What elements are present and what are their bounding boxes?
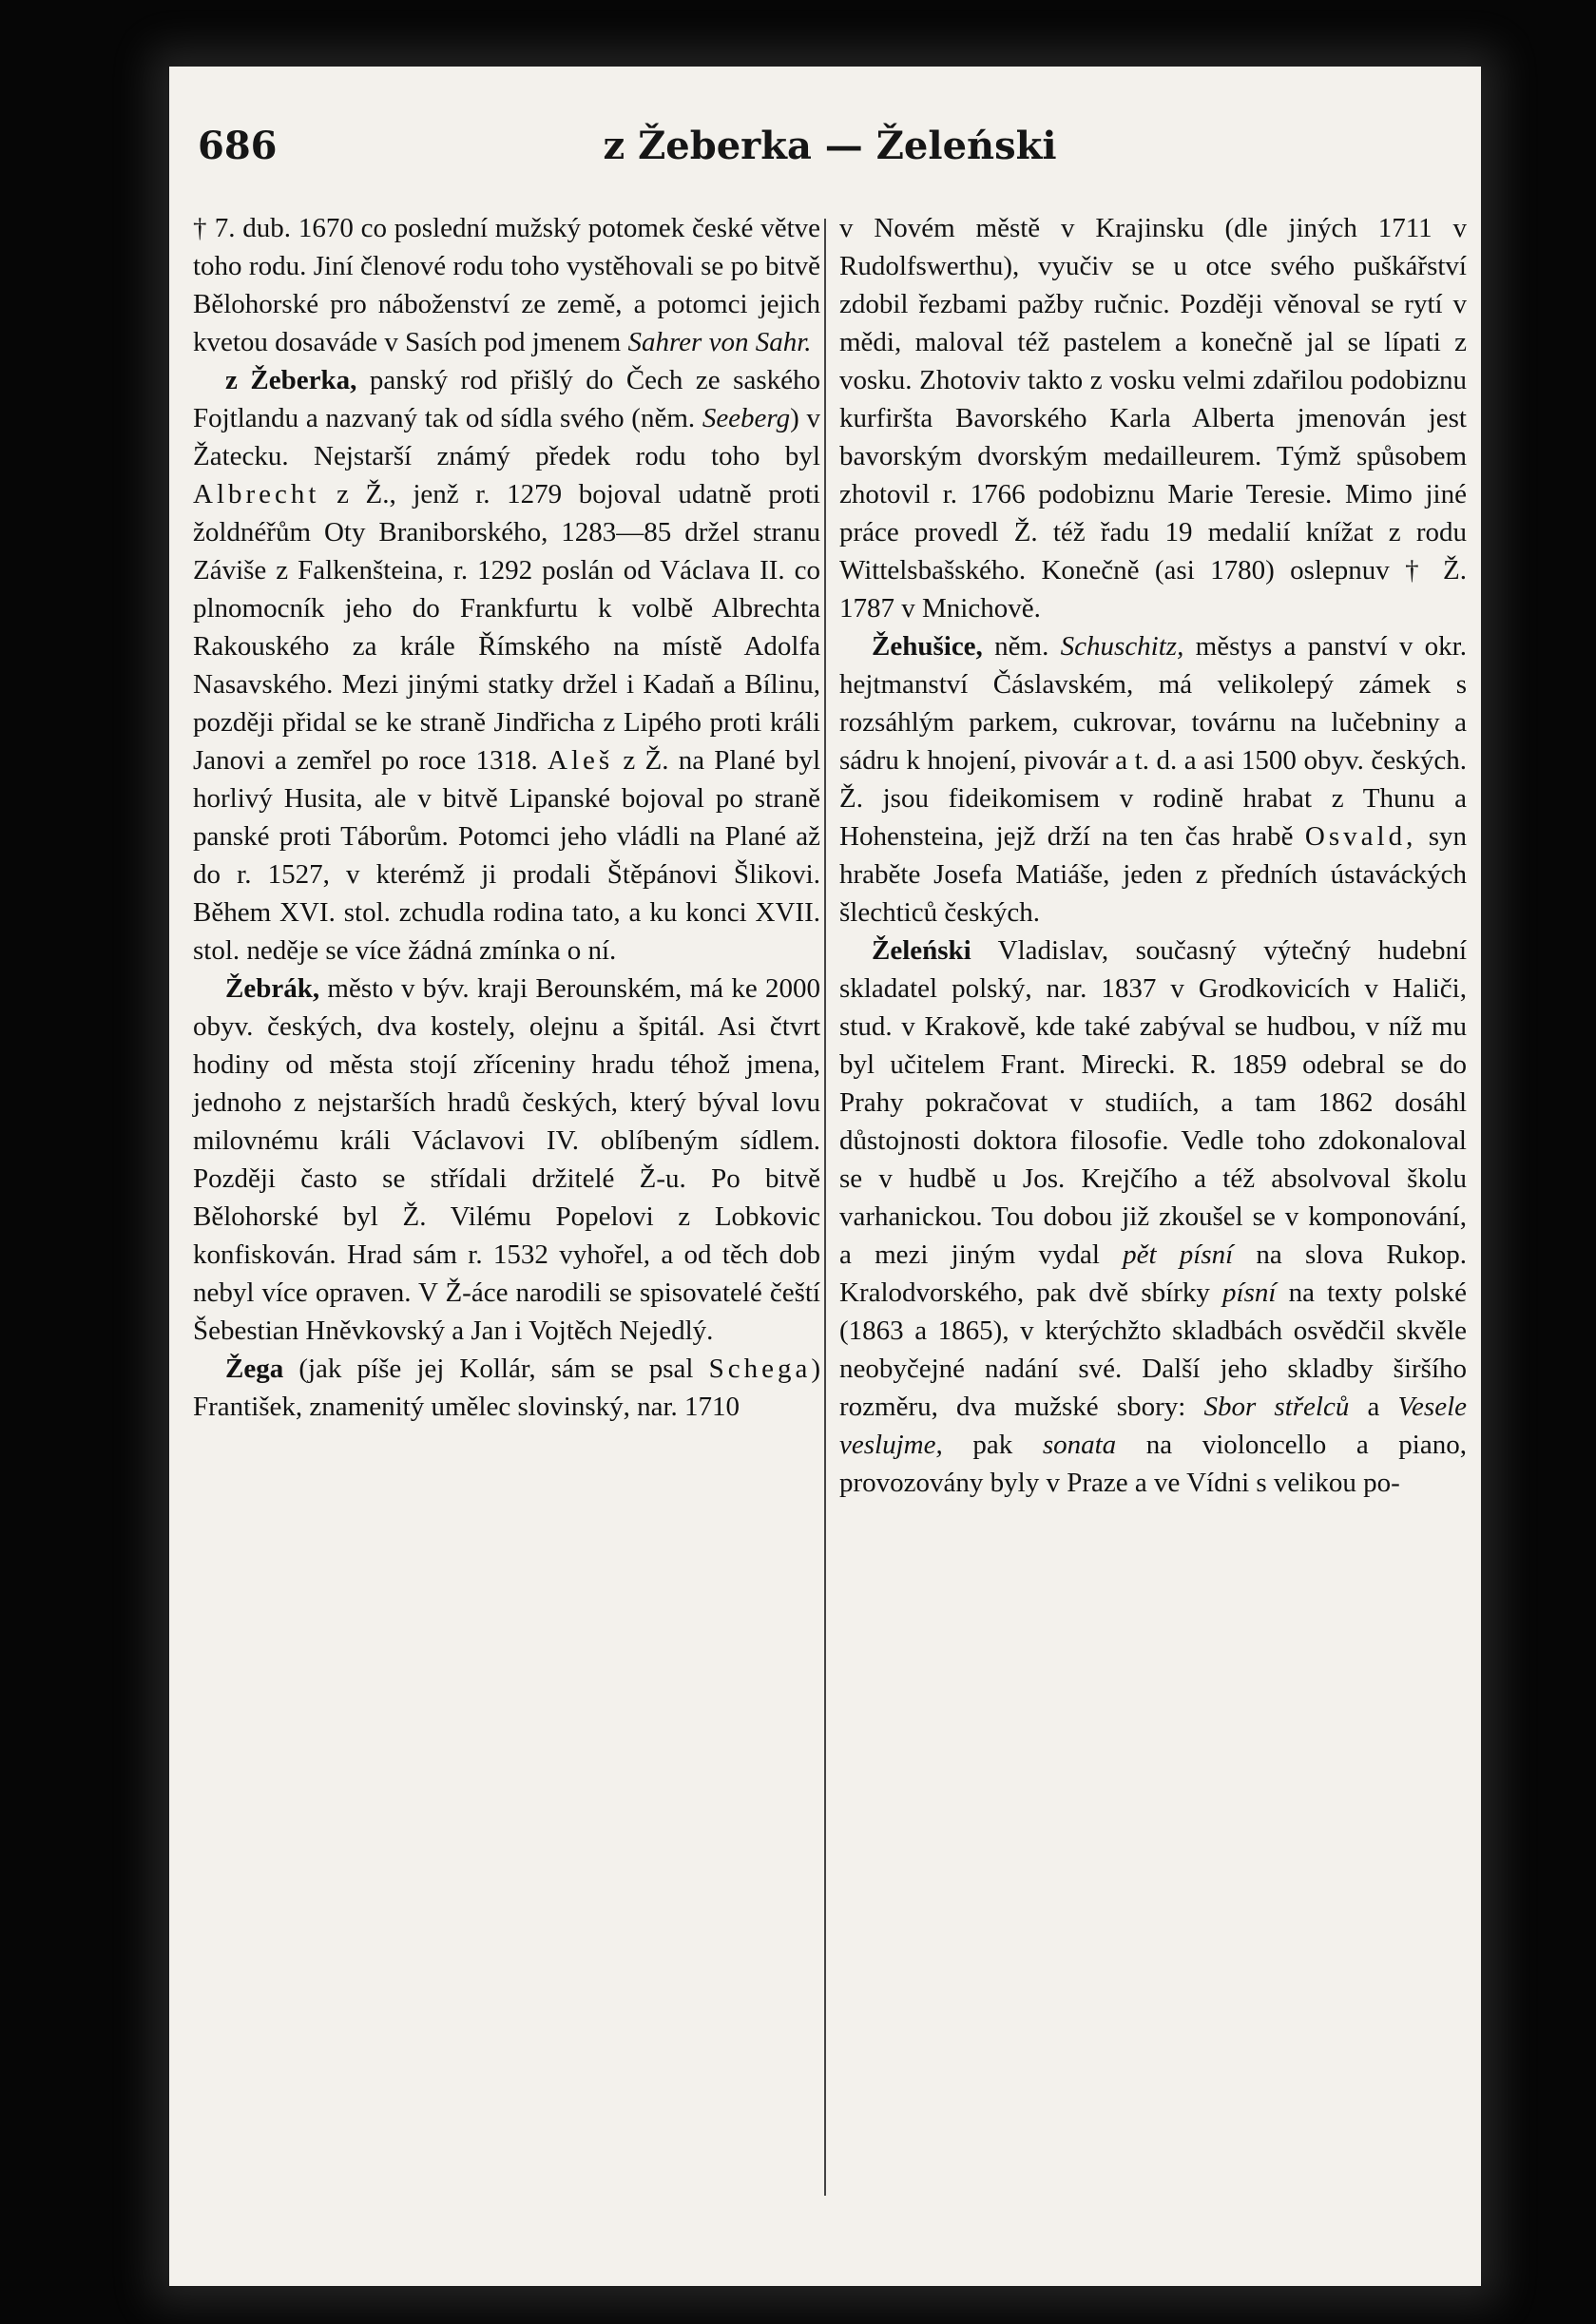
entry-zeberka-continuation	[193, 209, 820, 361]
entry-text: město v býv. kraji Berounském, má ke 2000 obyv. českých, dva kostely, olejnu a špitál. Asi čtvrt hodiny od města stojí zříceniny hradu téhož jmena, jednoho z nejstarších hradů českých, který býval lovu milovnému králi Václavovi IV. oblíbeným sídlem. Později často se střídali držitelé Ž-u. Po bitvě Bělohorské byl Ž. Vilému Popelovi z Lobkovic konfiskován. Hrad sám r. 1532 vyhořel, a od těch dob nebyl více opraven. V Ž-áce narodili se spisovatelé čeští Šebestian Hněvkovský a Jan i Vojtěch Nejedlý.	[193, 973, 820, 1346]
entry-text: a	[1349, 1392, 1398, 1422]
entry-italic: Vesele veslujme,	[839, 1392, 1468, 1460]
entry-text: ) v Žatecku. Nejstarší známý předek rodu toho byl	[193, 403, 820, 471]
entry-spaced-name: Schega	[708, 1354, 812, 1384]
entry-text: Vladislav, současný výtečný hudební skladatel polský, nar. 1837 v Grodkovicích v Haliči, stud. v Krakově, kde také zabýval se hudbou, v níž mu byl učitelem Frant. Mirecki. R. 1859 odebral se do Prahy pokračovat v studiích, a tam 1862 dosáhl důstojnosti doktora filosofie. Vedle toho zdokonaloval se v hudbě u Jos. Krejčího a též absolvoval školu varhanickou. Tou dobou již zkoušel se v komponování, a mezi jiným vydal	[839, 935, 1467, 1270]
headword: Želeński	[872, 935, 971, 966]
running-head: z Žeberka — Želeński	[603, 124, 1057, 168]
entry-zebrak	[193, 970, 820, 1350]
entry-text: ) František, znamenitý umělec slovinský, nar. 1710	[193, 1354, 820, 1422]
entry-text: v Novém městě v Krajinsku (dle jiných 1711 v Rudolfswerthu), vyučiv se u otce svého puškářství zdobil řezbami pažby ručnic. Později věnoval se rytí v mědi, maloval též pastelem a konečně jal se lípati z vosku. Zhotoviv takto z vosku velmi zdařilou podobiznu kurfiršta Bavorského Karla Alberta jmenován jest bavorským dvorským medailleurem. Týmž spůsobem zhotovil r. 1766 podobiznu Marie Teresie. Mimo jiné práce provedl Ž. též řadu 19 medalií knížat z rodu Wittelsbašského. Konečně (asi 1780) oslepnuv † Ž. 1787 v Mnichově.	[839, 213, 1467, 624]
entry-z-zeberka	[193, 361, 820, 970]
entry-text: městys a panství v okr. hejtmanství Čáslavském, má velikolepý zámek s rozsáhlým parkem, cukrovar, továrnu na lučebniny a sádru k hnojení, pivovár a t. d. a asi 1500 obyv. českých. Ž. jsou fideikomisem v rodině hrabat z Thunu a Hohensteina, jejž drží na ten čas hrabě	[839, 631, 1467, 852]
entry-text: z Ž. na Plané byl horlivý Husita, ale v bitvě Lipanské bojoval po straně panské proti Táborům. Potomci jeho vládli na Plané až do r. 1527, v kterémž ji prodali Štěpánovi Šlikovi. Během XVI. stol. zchudla rodina tato, a ku konci XVII. stol. neděje se více žádná zmínka o ní.	[193, 745, 821, 966]
page-header	[198, 124, 1462, 190]
headword: z Žeberka,	[225, 365, 357, 395]
entry-italic: Schuschitz,	[1060, 631, 1184, 662]
right-column	[839, 209, 1467, 1502]
entry-italic: pět písní	[1123, 1239, 1234, 1270]
entry-text: panský rod přišlý do Čech ze saského Fojtlandu a nazvaný tak od sídla svého (něm.	[193, 365, 820, 433]
entry-text: na violoncello a piano, provozovány byly v Praze a ve Vídni s velikou po-	[839, 1430, 1467, 1498]
entry-zehusice	[839, 627, 1467, 932]
entry-italic: Sahrer von Sahr.	[627, 327, 812, 357]
entry-italic: Seeberg	[702, 403, 791, 433]
entry-italic: sonata	[1042, 1430, 1117, 1460]
entry-zelenski	[839, 932, 1467, 1502]
entry-text: syn hraběte Josefa Matiáše, jeden z předních ústaváckých šlechticů českých.	[839, 821, 1467, 928]
entry-italic: písní	[1222, 1277, 1277, 1308]
entry-zega	[193, 1350, 820, 1426]
entry-text: pak	[942, 1430, 1043, 1460]
entry-text: na slova Rukop. Kralodvorského, pak dvě sbírky	[839, 1239, 1467, 1308]
entry-spaced-name: Aleš	[548, 745, 614, 776]
page-number: 686	[198, 124, 278, 168]
entry-spaced-name: Albrecht	[193, 479, 320, 509]
column-divider	[824, 219, 826, 2196]
entry-text: † 7. dub. 1670 co poslední mužský potomek české větve toho rodu. Jiní členové rodu toho vystěhovali se po bitvě Bělohorské pro náboženství ze země, a potomci jejich kvetou dosaváde v Sasích pod jmenem	[193, 213, 820, 357]
headword: Žehušice,	[872, 631, 983, 662]
headword: Žega	[225, 1354, 284, 1384]
left-column	[193, 209, 820, 1426]
entry-zega-continuation	[839, 209, 1467, 627]
entry-text: na texty polské (1863 a 1865), v kterýchžto skladbách osvědčil skvěle neobyčejné nadání své. Další jeho skladby širšího rozměru, dva mužské sbory:	[839, 1277, 1467, 1422]
entry-text: z Ž., jenž r. 1279 bojoval udatně proti žoldnéřům Oty Braniborského, 1283—85 držel stranu Záviše z Falkenšteina, r. 1292 poslán od Václava II. co plnomocník jeho do Frankfurtu k volbě Albrechta Rakouského za krále Římského na místě Adolfa Nasavského. Mezi jinými statky držel i Kadaň a Bílinu, později přidal se ke straně Jindřicha z Lipého proti králi Janovi a zemřel po roce 1318.	[193, 479, 820, 776]
entry-spaced-name: Osvald,	[1304, 821, 1417, 852]
entry-italic: Sbor střelců	[1203, 1392, 1350, 1422]
headword: Žebrák,	[225, 973, 320, 1004]
book-page	[169, 67, 1481, 2286]
entry-text: něm.	[982, 631, 1061, 662]
entry-text: (jak píše jej Kollár, sám se psal	[283, 1354, 709, 1384]
